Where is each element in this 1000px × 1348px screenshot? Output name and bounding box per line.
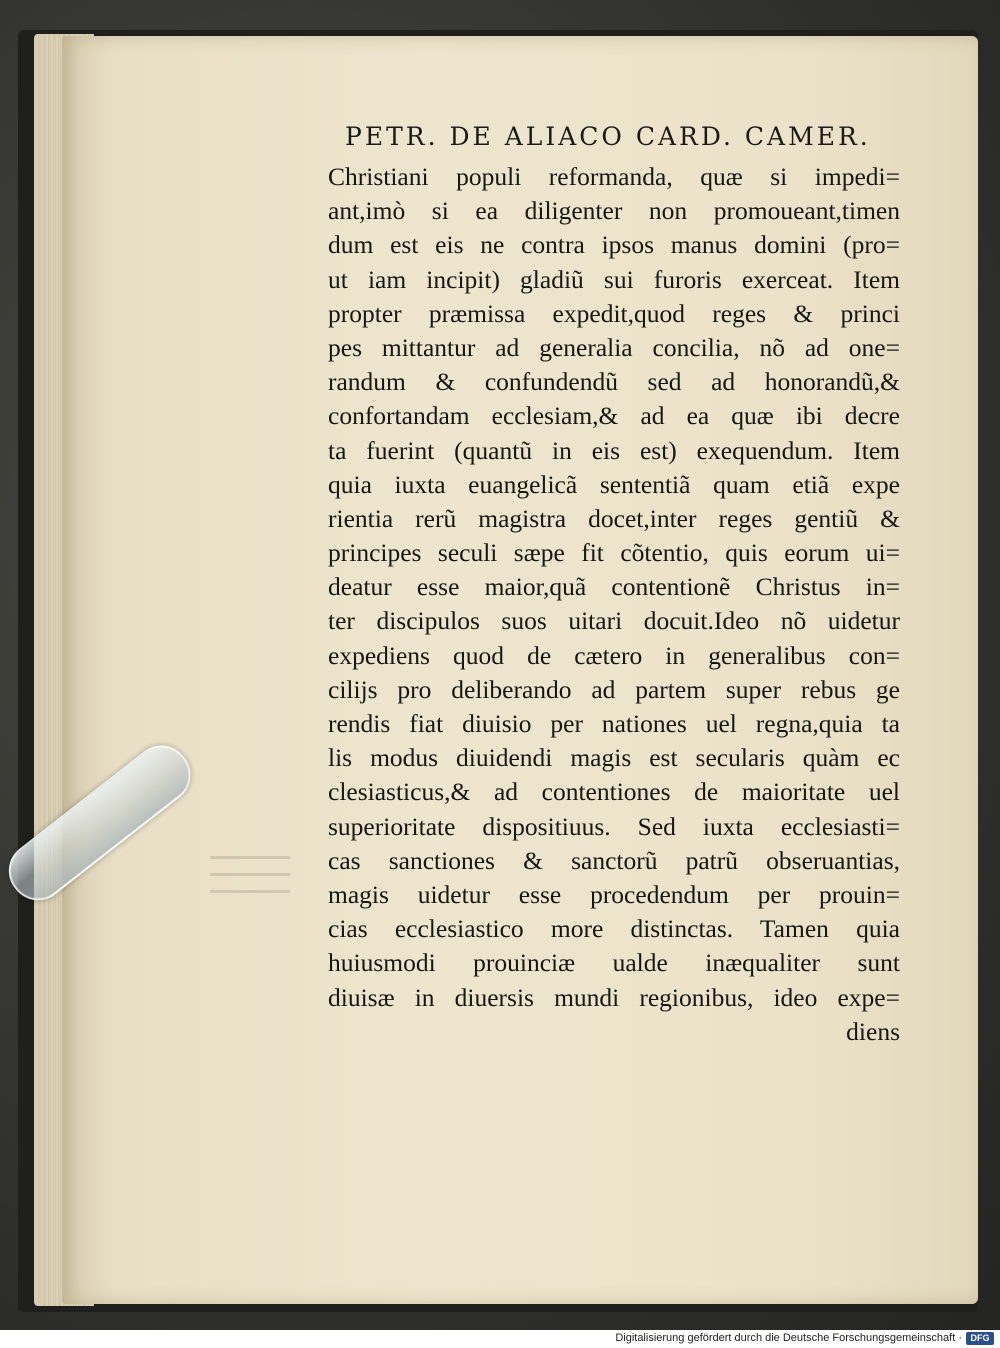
text-line: propter præmissa expedit,quod reges & princi xyxy=(328,298,900,328)
text-line: quia iuxta euangelicã sententiã quam etiã expe xyxy=(328,469,900,499)
text-line: diens xyxy=(846,1016,900,1046)
text-line: principes seculi sæpe fit cõtentio, quis eorum ui= xyxy=(328,538,900,568)
running-head: PETR. DE ALIACO CARD. CAMER. xyxy=(345,122,871,151)
text-line: dum est eis ne contra ipsos manus domini (pro= xyxy=(328,230,900,260)
text-line: superioritate dispositiuus. Sed iuxta ecclesiasti= xyxy=(328,811,900,841)
text-line: deatur esse maior,quã contentionẽ Christus in= xyxy=(328,572,900,602)
text-line: ta fuerint (quantũ in eis est) exequendum. Item xyxy=(328,435,900,465)
text-line: cilijs pro deliberando ad partem super rebus ge xyxy=(328,674,900,704)
footer-bar xyxy=(0,1330,1000,1348)
text-line: ant,imò si ea diligenter non promoueant,timen xyxy=(328,196,900,226)
text-line: randum & confundendũ sed ad honorandũ,& xyxy=(328,367,900,397)
text-line: cias ecclesiastico more distinctas. Tamen quia xyxy=(328,914,900,944)
text-line: confortandam ecclesiam,& ad ea quæ ibi decre xyxy=(328,401,900,431)
text-line: rendis fiat diuisio per nationes uel regna,quia ta xyxy=(328,709,900,738)
text-line: diuisæ in diuersis mundi regionibus, ideo expe= xyxy=(328,982,900,1012)
footer-credit: Digitalisierung gefördert durch die Deutsche Forschungsgemeinschaft · xyxy=(615,1332,962,1344)
text-line: magis uidetur esse procedendum per prouin= xyxy=(328,879,900,909)
text-line: ter discipulos suos uitari docuit.Ideo nõ uidetur xyxy=(328,606,900,636)
text-line: huiusmodi prouinciæ ualde inæqualiter sunt xyxy=(328,948,900,978)
text-line: expediens quod de cætero in generalibus con= xyxy=(328,640,900,670)
text-line: Christiani populi reformanda, quæ si impedi= xyxy=(328,162,900,191)
show-through-text xyxy=(210,842,290,922)
text-line: clesiasticus,& ad contentiones de maioritate uel xyxy=(328,777,900,807)
dfg-logo: DFG xyxy=(966,1332,994,1345)
text-line: ut iam incipit) gladiũ sui furoris exerceat. Item xyxy=(328,264,900,294)
text-line: cas sanctiones & sanctorũ patrũ obseruantias, xyxy=(328,845,900,875)
text-line: pes mittantur ad generalia concilia, nõ ad one= xyxy=(328,332,900,362)
text-line: lis modus diuidendi magis est secularis quàm ec xyxy=(328,743,900,773)
text-line: rientia rerũ magistra docet,inter reges gentiũ & xyxy=(328,503,900,533)
page-body-text xyxy=(328,160,900,1049)
